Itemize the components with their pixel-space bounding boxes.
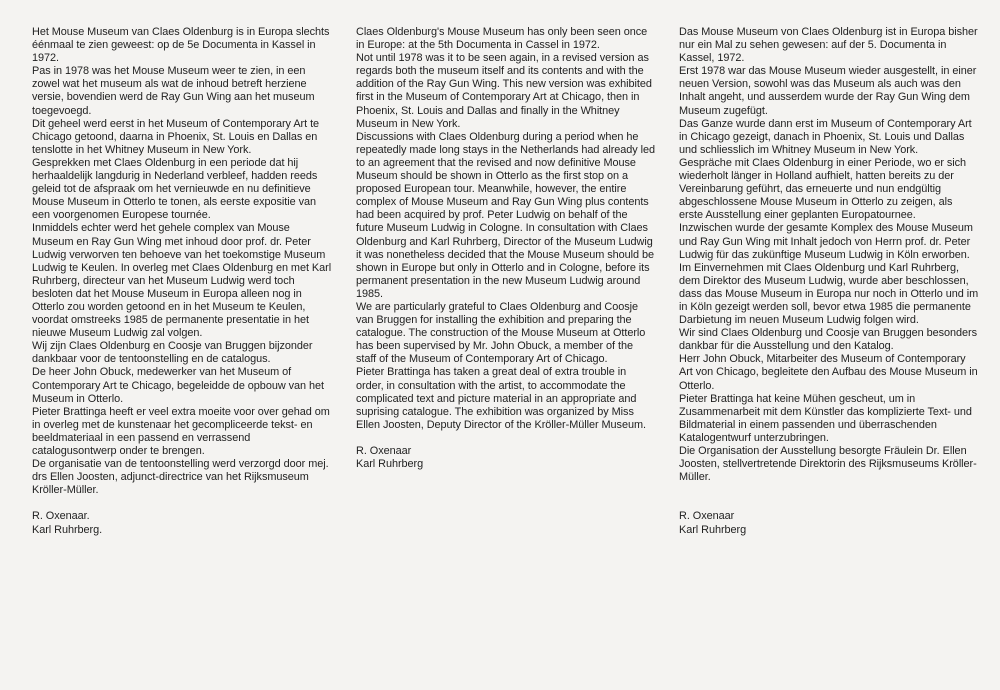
signature-line: R. Oxenaar bbox=[356, 445, 412, 457]
paragraph: Pas in 1978 was het Mouse Museum weer te zien, in een zowel wat het museum als wat de inhoud betreft herziene versie, bovendien werd de Ray Gun Wing aan het museum toegevoegd. bbox=[32, 65, 315, 117]
paragraph: Pieter Brattinga hat keine Mühen gescheut, um in Zusammenarbeit mit dem Künstler das komplizierte Text- und Bildmaterial in einem passenden und überraschenden Katalogentwurf unterzubringen. bbox=[679, 392, 972, 444]
paragraph: Het Mouse Museum van Claes Oldenburg is in Europa slechts éénmaal te zien geweest: op de 5e Documenta in Kassel in 1972. bbox=[32, 26, 330, 65]
paragraph: De heer John Obuck, medewerker van het Museum of Contemporary Art te Chicago, begeleidde de opbouw van het Museum in Otterlo. bbox=[32, 366, 324, 405]
paragraph: Das Ganze wurde dann erst im Museum of Contemporary Art in Chicago gezeigt, danach in Phoenix, St. Louis und Dallas und schliesslich im Whitney Museum in New York. bbox=[679, 117, 972, 156]
english-column bbox=[356, 26, 656, 471]
paragraph: Herr John Obuck, Mitarbeiter des Museum of Contemporary Art von Chicago, begleitete den Aufbau des Mouse Museum in Otterlo. bbox=[679, 353, 978, 392]
signature-line: Karl Ruhrberg bbox=[679, 523, 747, 536]
dutch-column bbox=[32, 26, 332, 537]
paragraph: De organisatie van de tentoonstelling werd verzorgd door mej. drs Ellen Joosten, adjunct-directrice van het Rijksmuseum Kröller-Müller. bbox=[32, 458, 329, 497]
paragraph: Das Mouse Museum von Claes Oldenburg ist in Europa bisher nur ein Mal zu sehen gewesen: auf der 5. Documenta in Kassel, 1972. bbox=[679, 26, 978, 65]
paragraph: Gesprekken met Claes Oldenburg in een periode dat hij herhaaldelijk langdurig in Nederland verbleef, hadden reeds geleid tot de afspraak om het vernieuwde en nu definitieve Mouse Museum in Otterlo te tonen, als eerste expositie van een voorgenomen Europese tournée. bbox=[32, 156, 318, 222]
paragraph: Not until 1978 was it to be seen again, in a revised version as regards both the museum itself and its contents and with the addition of the Ray Gun Wing. This new version was exhibited first in the Museum of Contemporary Art at Chicago, then in Phoenix, St. Louis and Dallas and finally in the Whitney Museum in New York. bbox=[356, 52, 652, 130]
paragraph: Erst 1978 war das Mouse Museum wieder ausgestellt, in einer neuen Version, sowohl was das Museum als auch was den Inhalt angeht, und ausserdem wurde der Ray Gun Wing dem Museum zugefügt. bbox=[679, 65, 977, 117]
paragraph: Pieter Brattinga has taken a great deal of extra trouble in order, in consultation with the artist, to accommodate the complicated text and picture material in an appropriate and suprising catalogue. The exhibition was organized by Miss Ellen Joosten, Deputy Director of the Kröller-Müller Museum. bbox=[356, 366, 646, 431]
paragraph: Inmiddels echter werd het gehele complex van Mouse Museum en Ray Gun Wing met inhoud door prof. dr. Peter Ludwig verworven ten behoeve van het toekomstige Museum Ludwig te Keulen. In overleg met Claes Oldenburg en met Karl Ruhrberg, directeur van het Museum Ludwig werd toch besloten dat het Mouse Museum in Europa alleen nog in Otterlo zou worden getoond en in het Museum te Keulen, voordat omstreeks 1985 de permanente presentatie in het nieuwe Museum Ludwig zal volgen. bbox=[32, 222, 332, 340]
signature-line: R. Oxenaar. bbox=[32, 510, 90, 523]
paragraph: Dit geheel werd eerst in het Museum of Contemporary Art te Chicago getoond, daarna in Phoenix, St. Louis en Dallas en tenslotte in het Whitney Museum in New York. bbox=[32, 117, 320, 156]
paragraph: Die Organisation der Ausstellung besorgte Fräulein Dr. Ellen Joosten, stellvertretende Direktorin des Rijksmuseums Kröller-Müller. bbox=[679, 445, 977, 484]
paragraph: Wir sind Claes Oldenburg und Coosje van Bruggen besonders dankbar für die Ausstellung und den Katalog. bbox=[679, 327, 978, 353]
paragraph: Discussions with Claes Oldenburg during a period when he repeatedly made long stays in the Netherlands had already led to an agreement that the revised and now definitive Mouse Museum should be shown in Otterlo as the first stop on a proposed European tour. Meanwhile, however, the entire complex of Mouse Museum and Ray Gun Wing plus contents had been acquired by prof. Peter Ludwig on behalf of the future Museum Ludwig in Cologne. In consultation with Claes Oldenburg and Karl Ruhrberg, Director of the Museum Ludwig it was nonetheless decided that the Mouse Museum should be shown in Europe but only in Otterlo and in Cologne, before its permanent presentation in the new Museum Ludwig around 1985. bbox=[356, 130, 656, 300]
paragraph: We are particularly grateful to Claes Oldenburg and Coosje van Bruggen for installing the exhibition and preparing the catalogue. The construction of the Mouse Museum at Otterlo has been supervised by Mr. John Obuck, a member of the staff of the Museum of Contemporary Art of Chicago. bbox=[356, 300, 646, 366]
signature-line: R. Oxenaar bbox=[679, 510, 735, 523]
signature-line: Karl Ruhrberg bbox=[356, 458, 424, 471]
signature-line: Karl Ruhrberg. bbox=[32, 523, 103, 536]
paragraph: Pieter Brattinga heeft er veel extra moeite voor over gehad om in overleg met de kunstenaar het gecompliceerde tekst- en beeldmateriaal in een passend en verrassend catalogusontwerp onder te brengen. bbox=[32, 405, 330, 457]
paragraph: Claes Oldenburg's Mouse Museum has only been seen once in Europe: at the 5th Documenta in Cassel in 1972. bbox=[356, 26, 648, 52]
paragraph: Inzwischen wurde der gesamte Komplex des Mouse Museum und Ray Gun Wing mit Inhalt jedoch von Herrn prof. dr. Peter Ludwig für das zukünftige Museum Ludwig in Köln erworben. Im Einvernehmen mit Claes Oldenburg und Karl Ruhrberg, dem Direktor des Museum Ludwig, wurde aber beschlossen, dass das Mouse Museum in Europa nur noch in Otterlo und im in Köln gezeigt werden soll, bevor etwa 1985 die permanente Darbietung im neuen Museum Ludwig folgen wird. bbox=[679, 222, 979, 327]
paragraph: Gespräche mit Claes Oldenburg in einer Periode, wo er sich wiederholt länger in Holland aufhielt, hatten bereits zu der Vereinbarung geführt, das erneuerte und nun endgültig abgeschlossene Mouse Museum in Otterlo zu zeigen, als erste Ausstellung einer geplanten Europatournee. bbox=[679, 156, 967, 222]
paragraph: Wij zijn Claes Oldenburg en Coosje van Bruggen bijzonder dankbaar voor de tentoonstelling en de catalogus. bbox=[32, 340, 313, 366]
german-column bbox=[679, 26, 979, 537]
